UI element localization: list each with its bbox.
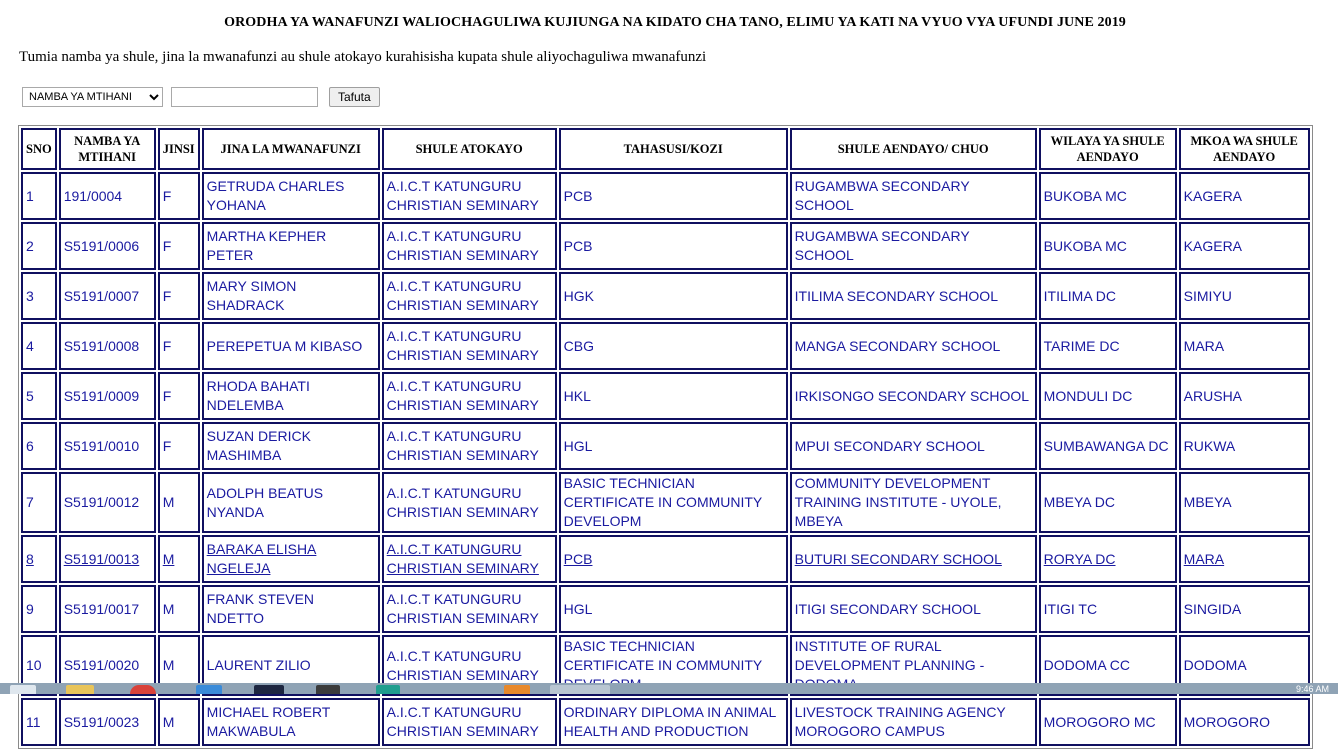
- cell-gender: F: [158, 172, 200, 220]
- cell-sno: 10: [21, 635, 57, 696]
- cell-exam-number: S5191/0010: [59, 422, 156, 470]
- cell-region: DODOMA: [1179, 635, 1310, 696]
- file-explorer-icon[interactable]: [66, 685, 94, 694]
- cell-student-name: SUZAN DERICK MASHIMBA: [202, 422, 380, 470]
- cell-exam-number: S5191/0009: [59, 372, 156, 420]
- table-row[interactable]: [21, 222, 1310, 270]
- cell-origin-school: A.I.C.T KATUNGURU CHRISTIAN SEMINARY: [382, 322, 557, 370]
- header-origin-school: SHULE ATOKAYO: [382, 128, 557, 170]
- search-button[interactable]: Tafuta: [329, 87, 380, 107]
- cell-sno: 1: [21, 172, 57, 220]
- table-body: [21, 172, 1310, 746]
- cell-region: KAGERA: [1179, 172, 1310, 220]
- cell-student-name: MICHAEL ROBERT MAKWABULA: [202, 698, 380, 746]
- cell-exam-number: S5191/0008: [59, 322, 156, 370]
- cell-destination-school: MPUI SECONDARY SCHOOL: [790, 422, 1037, 470]
- cell-course: BASIC TECHNICIAN CERTIFICATE IN COMMUNITY DEVELOPM: [559, 472, 788, 533]
- cell-sno: 6: [21, 422, 57, 470]
- publisher-icon[interactable]: [376, 685, 400, 694]
- header-course: TAHASUSI/KOZI: [559, 128, 788, 170]
- cell-region: MBEYA: [1179, 472, 1310, 533]
- cell-region: KAGERA: [1179, 222, 1310, 270]
- cell-gender: M: [158, 635, 200, 696]
- cell-exam-number: S5191/0020: [59, 635, 156, 696]
- cell-student-name: PEREPETUA M KIBASO: [202, 322, 380, 370]
- cell-region: MARA: [1179, 535, 1310, 583]
- cell-course: PCB: [559, 172, 788, 220]
- cell-district: MOROGORO MC: [1039, 698, 1177, 746]
- cell-sno: 8: [21, 535, 57, 583]
- firefox-icon[interactable]: [504, 685, 530, 694]
- cell-course: BASIC TECHNICIAN CERTIFICATE IN COMMUNITY: [559, 635, 788, 696]
- cell-region: MARA: [1179, 322, 1310, 370]
- search-input[interactable]: [171, 87, 318, 107]
- header-gender: JINSI: [158, 128, 200, 170]
- cell-exam-number: S5191/0023: [59, 698, 156, 746]
- cell-origin-school: A.I.C.T KATUNGURU CHRISTIAN SEMINARY: [382, 422, 557, 470]
- header-sno: SNO: [21, 128, 57, 170]
- cell-sno: 2: [21, 222, 57, 270]
- table-row[interactable]: [21, 472, 1310, 533]
- table-row[interactable]: [21, 272, 1310, 320]
- cell-course: CBG: [559, 322, 788, 370]
- cell-exam-number: S5191/0006: [59, 222, 156, 270]
- cell-sno: 7: [21, 472, 57, 533]
- cell-student-name: RHODA BAHATI NDELEMBA: [202, 372, 380, 420]
- cell-course: HKL: [559, 372, 788, 420]
- cell-destination-school: BUTURI SECONDARY SCHOOL: [790, 535, 1037, 583]
- cell-district: TARIME DC: [1039, 322, 1177, 370]
- cell-destination-school: ITIGI SECONDARY SCHOOL: [790, 585, 1037, 633]
- cell-origin-school: A.I.C.T KATUNGURU CHRISTIAN SEMINARY: [382, 585, 557, 633]
- cell-origin-school: A.I.C.T KATUNGURU CHRISTIAN SEMINARY: [382, 272, 557, 320]
- header-region: MKOA WA SHULE AENDAYO: [1179, 128, 1310, 170]
- cell-exam-number: S5191/0013: [59, 535, 156, 583]
- ie-icon[interactable]: [196, 685, 222, 694]
- cell-exam-number: 191/0004: [59, 172, 156, 220]
- cell-sno: 3: [21, 272, 57, 320]
- cell-exam-number: S5191/0012: [59, 472, 156, 533]
- cell-student-name: BARAKA ELISHA NGELEJA: [202, 535, 380, 583]
- cell-gender: F: [158, 322, 200, 370]
- cell-district: ITIGI TC: [1039, 585, 1177, 633]
- cell-student-name: MARY SIMON SHADRACK: [202, 272, 380, 320]
- cell-origin-school: A.I.C.T KATUNGURU CHRISTIAN SEMINARY: [382, 535, 557, 583]
- cell-gender: F: [158, 272, 200, 320]
- cell-district: BUKOBA MC: [1039, 172, 1177, 220]
- chrome-icon[interactable]: [130, 685, 156, 694]
- cell-course: ORDINARY DIPLOMA IN ANIMAL HEALTH AND PRODUCTION: [559, 698, 788, 746]
- cell-student-name: GETRUDA CHARLES YOHANA: [202, 172, 380, 220]
- cell-gender: M: [158, 535, 200, 583]
- search-bar: [22, 87, 380, 107]
- table-row[interactable]: [21, 698, 1310, 746]
- table-row[interactable]: [21, 422, 1310, 470]
- cell-district: SUMBAWANGA DC: [1039, 422, 1177, 470]
- cell-destination-school: ITILIMA SECONDARY SCHOOL: [790, 272, 1037, 320]
- cell-course: HGL: [559, 585, 788, 633]
- cell-origin-school: A.I.C.T KATUNGURU CHRISTIAN SEMINARY: [382, 222, 557, 270]
- cell-origin-school: A.I.C.T KATUNGURU CHRISTIAN SEMINARY: [382, 372, 557, 420]
- search-instruction: Tumia namba ya shule, jina la mwanafunzi au shule atokayo kurahisisha kupata shule aliyochaguliwa mwanafunzi: [19, 49, 707, 65]
- cell-course: HGK: [559, 272, 788, 320]
- cell-sno: 5: [21, 372, 57, 420]
- cell-exam-number: S5191/0007: [59, 272, 156, 320]
- cell-district: RORYA DC: [1039, 535, 1177, 583]
- cell-sno: 9: [21, 585, 57, 633]
- search-type-select[interactable]: [22, 87, 163, 107]
- cell-destination-school: LIVESTOCK TRAINING AGENCY MOROGORO CAMPUS: [790, 698, 1037, 746]
- page-title: ORODHA YA WANAFUNZI WALIOCHAGULIWA KUJIUNGA NA KIDATO CHA TANO, ELIMU YA KATI NA VYUO VYA UFUNDI JUNE 2019: [224, 15, 1126, 30]
- cell-region: MOROGORO: [1179, 698, 1310, 746]
- cell-destination-school: RUGAMBWA SECONDARY SCHOOL: [790, 172, 1037, 220]
- header-destination-school: SHULE AENDAYO/ CHUO: [790, 128, 1037, 170]
- cell-gender: F: [158, 222, 200, 270]
- cell-region: ARUSHA: [1179, 372, 1310, 420]
- cell-destination-school: INSTITUTE OF RURAL DEVELOPMENT PLANNING -: [790, 635, 1037, 696]
- app-icon[interactable]: [316, 685, 340, 694]
- cell-origin-school: A.I.C.T KATUNGURU CHRISTIAN SEMINARY: [382, 472, 557, 533]
- cell-district: MBEYA DC: [1039, 472, 1177, 533]
- cell-student-name: ADOLPH BEATUS NYANDA: [202, 472, 380, 533]
- results-table: [18, 125, 1313, 749]
- windows-taskbar: [0, 683, 1338, 694]
- cell-student-name: MARTHA KEPHER PETER: [202, 222, 380, 270]
- cell-gender: M: [158, 585, 200, 633]
- cell-district: MONDULI DC: [1039, 372, 1177, 420]
- start-button-icon[interactable]: [10, 685, 36, 694]
- table-row[interactable]: [21, 172, 1310, 220]
- cell-district: DODOMA CC: [1039, 635, 1177, 696]
- cell-student-name: FRANK STEVEN NDETTO: [202, 585, 380, 633]
- cell-course: PCB: [559, 535, 788, 583]
- cell-origin-school: A.I.C.T KATUNGURU CHRISTIAN SEMINARY: [382, 172, 557, 220]
- cell-region: RUKWA: [1179, 422, 1310, 470]
- cell-sno: 11: [21, 698, 57, 746]
- cell-origin-school: A.I.C.T KATUNGURU CHRISTIAN SEMINARY: [382, 698, 557, 746]
- header-district: WILAYA YA SHULE AENDAYO: [1039, 128, 1177, 170]
- cell-region: SIMIYU: [1179, 272, 1310, 320]
- chrome-active-icon[interactable]: [550, 685, 610, 694]
- table-row[interactable]: [21, 322, 1310, 370]
- cell-destination-school: IRKISONGO SECONDARY SCHOOL: [790, 372, 1037, 420]
- cell-exam-number: S5191/0017: [59, 585, 156, 633]
- cell-course: PCB: [559, 222, 788, 270]
- table-row[interactable]: [21, 585, 1310, 633]
- cell-destination-school: COMMUNITY DEVELOPMENT TRAINING INSTITUTE - UYOLE, MBEYA: [790, 472, 1037, 533]
- cell-gender: F: [158, 422, 200, 470]
- cell-district: BUKOBA MC: [1039, 222, 1177, 270]
- table-row[interactable]: [21, 372, 1310, 420]
- table-row[interactable]: [21, 535, 1310, 583]
- cell-course: HGL: [559, 422, 788, 470]
- cell-origin-school: A.I.C.T KATUNGURU CHRISTIAN SEMINARY: [382, 635, 557, 696]
- cell-destination-school: RUGAMBWA SECONDARY SCHOOL: [790, 222, 1037, 270]
- header-exam-number: NAMBA YA MTIHANI: [59, 128, 156, 170]
- cell-gender: M: [158, 698, 200, 746]
- cell-region: SINGIDA: [1179, 585, 1310, 633]
- cell-student-name: LAURENT ZILIO: [202, 635, 380, 696]
- table-header-row: [21, 128, 1310, 170]
- media-app-icon[interactable]: [254, 685, 284, 694]
- cell-destination-school: MANGA SECONDARY SCHOOL: [790, 322, 1037, 370]
- header-student-name: JINA LA MWANAFUNZI: [202, 128, 380, 170]
- cell-gender: M: [158, 472, 200, 533]
- cell-district: ITILIMA DC: [1039, 272, 1177, 320]
- cell-sno: 4: [21, 322, 57, 370]
- taskbar-clock: 9:46 AM: [1296, 684, 1330, 694]
- cell-gender: F: [158, 372, 200, 420]
